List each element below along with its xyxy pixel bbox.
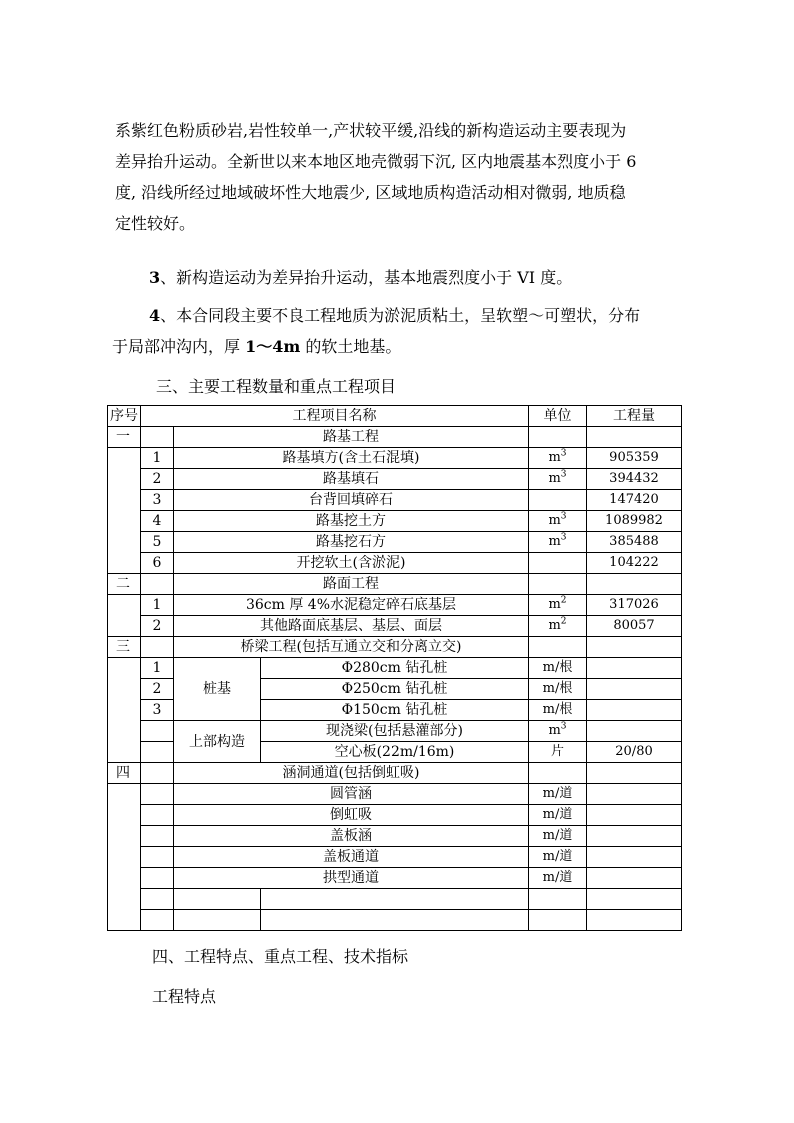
row-qty: 147420 [587,490,682,511]
thickness-value: 1～4m [245,337,301,356]
table-row [108,532,682,553]
section-title: 四、工程特点、重点工程、技术指标 [152,947,409,966]
table-row [108,553,682,574]
table-row [108,511,682,532]
row-seq: 2 [141,616,174,637]
row-qty: 80057 [587,616,682,637]
header-unit: 单位 [529,406,587,427]
row-unit: $m^2$ [529,595,587,616]
row-seq: 2 [141,469,174,490]
row-name: 36cm 厚 4%水泥稳定碎石底基层 [174,595,529,616]
table-row [108,847,682,868]
row-unit: $m^3$ [529,469,587,490]
row-seq: 4 [141,511,174,532]
paragraph-item-3 [115,262,720,293]
group-number: 三 [108,637,141,658]
table-header-row [108,406,682,427]
row-name: 盖板涵 [174,826,529,847]
row-name: 路基填石 [174,469,529,490]
row-qty: 394432 [587,469,682,490]
row-name: 路基填方(含土石混填) [174,448,529,469]
group-title: 路面工程 [174,574,529,595]
table-row [108,868,682,889]
row-unit: m/根 [529,700,587,721]
header-seq: 序号 [108,406,141,427]
pile-label: 桩基 [174,658,261,721]
row-unit: m/道 [529,847,587,868]
row-name: 其他路面底基层、基层、面层 [174,616,529,637]
subheading: 工程特点 [152,987,217,1006]
row-seq: 1 [141,595,174,616]
item-text: 、新构造运动为差异抬升运动，基本地震烈度小于 VI 度。 [160,268,573,287]
header-qty: 工程量 [587,406,682,427]
row-name: 盖板通道 [174,847,529,868]
group-title: 路基工程 [174,427,529,448]
item-text: 于局部冲沟内，厚 [112,337,246,356]
table-row [108,721,682,742]
row-qty: 385488 [587,532,682,553]
row-unit [529,553,587,574]
table-row-empty [108,910,682,931]
row-qty: 317026 [587,595,682,616]
table-row [108,595,682,616]
table-row [108,616,682,637]
row-name: 现浇梁(包括悬灌部分) [261,721,529,742]
row-unit: m/道 [529,868,587,889]
table-row [108,826,682,847]
row-name: Φ250cm 钻孔桩 [261,679,529,700]
row-name: 圆管涵 [174,784,529,805]
row-unit: m/道 [529,784,587,805]
row-unit: $m^3$ [529,448,587,469]
row-name: 路基挖土方 [174,511,529,532]
paragraph-geology [115,115,720,239]
row-name: 台背回填碎石 [174,490,529,511]
row-unit [529,490,587,511]
item-number: 3 [149,268,161,287]
row-unit: m/道 [529,805,587,826]
row-name: 开挖软土(含淤泥) [174,553,529,574]
table-row [108,427,682,448]
group-title: 桥梁工程(包括互通立交和分离立交) [174,637,529,658]
row-unit: m/道 [529,826,587,847]
text-line: 系紫红色粉质砂岩,岩性较单一,产状较平缓,沿线的新构造运动主要表现为 [115,121,627,140]
group-title: 涵洞通道(包括倒虹吸) [174,763,529,784]
row-unit: m/根 [529,679,587,700]
table-row [108,763,682,784]
row-name: 倒虹吸 [174,805,529,826]
group-number: 四 [108,763,141,784]
table-row [108,637,682,658]
paragraph-item-4 [112,300,720,362]
section-title: 三、主要工程数量和重点工程项目 [156,377,397,396]
text-line: 定性较好。 [115,214,196,233]
row-unit: 片 [529,742,587,763]
superstructure-label: 上部构造 [174,721,261,763]
row-qty [587,658,682,679]
row-seq: 5 [141,532,174,553]
table-row [108,490,682,511]
row-qty [587,700,682,721]
row-name: Φ150cm 钻孔桩 [261,700,529,721]
text-line: 度, 沿线所经过地域破坏性大地震少, 区域地质构造活动相对微弱, 地质稳 [115,183,626,202]
row-qty: 20/80 [587,742,682,763]
table-row [108,574,682,595]
row-qty: 1089982 [587,511,682,532]
row-name: 拱型通道 [174,868,529,889]
row-name: 空心板(22m/16m) [261,742,529,763]
row-unit: m/根 [529,658,587,679]
group-number: 二 [108,574,141,595]
row-unit: $m^3$ [529,532,587,553]
table-row-empty [108,889,682,910]
item-text: 的软土地基。 [300,337,402,356]
group-number: 一 [108,427,141,448]
row-seq: 1 [141,658,174,679]
row-unit: $m^3$ [529,511,587,532]
item-text: 、本合同段主要不良工程地质为淤泥质粘土，呈软塑～可塑状，分布 [160,306,641,325]
row-seq: 6 [141,553,174,574]
text-line: 差异抬升运动。全新世以来本地区地壳微弱下沉, 区内地震基本烈度小于 6 [115,152,637,171]
table-row [108,658,682,679]
row-seq: 2 [141,679,174,700]
row-unit: $m^2$ [529,616,587,637]
row-qty [587,679,682,700]
table-row [108,784,682,805]
row-qty: 104222 [587,553,682,574]
row-seq: 3 [141,490,174,511]
item-number: 4 [149,306,161,325]
row-seq: 3 [141,700,174,721]
quantity-table [107,405,682,931]
table-row [108,469,682,490]
table-row [108,448,682,469]
row-name: Φ280cm 钻孔桩 [261,658,529,679]
row-name: 路基挖石方 [174,532,529,553]
row-qty [587,721,682,742]
row-seq: 1 [141,448,174,469]
header-name: 工程项目名称 [141,406,529,427]
row-qty: 905359 [587,448,682,469]
row-unit: $m^3$ [529,721,587,742]
table-row [108,805,682,826]
